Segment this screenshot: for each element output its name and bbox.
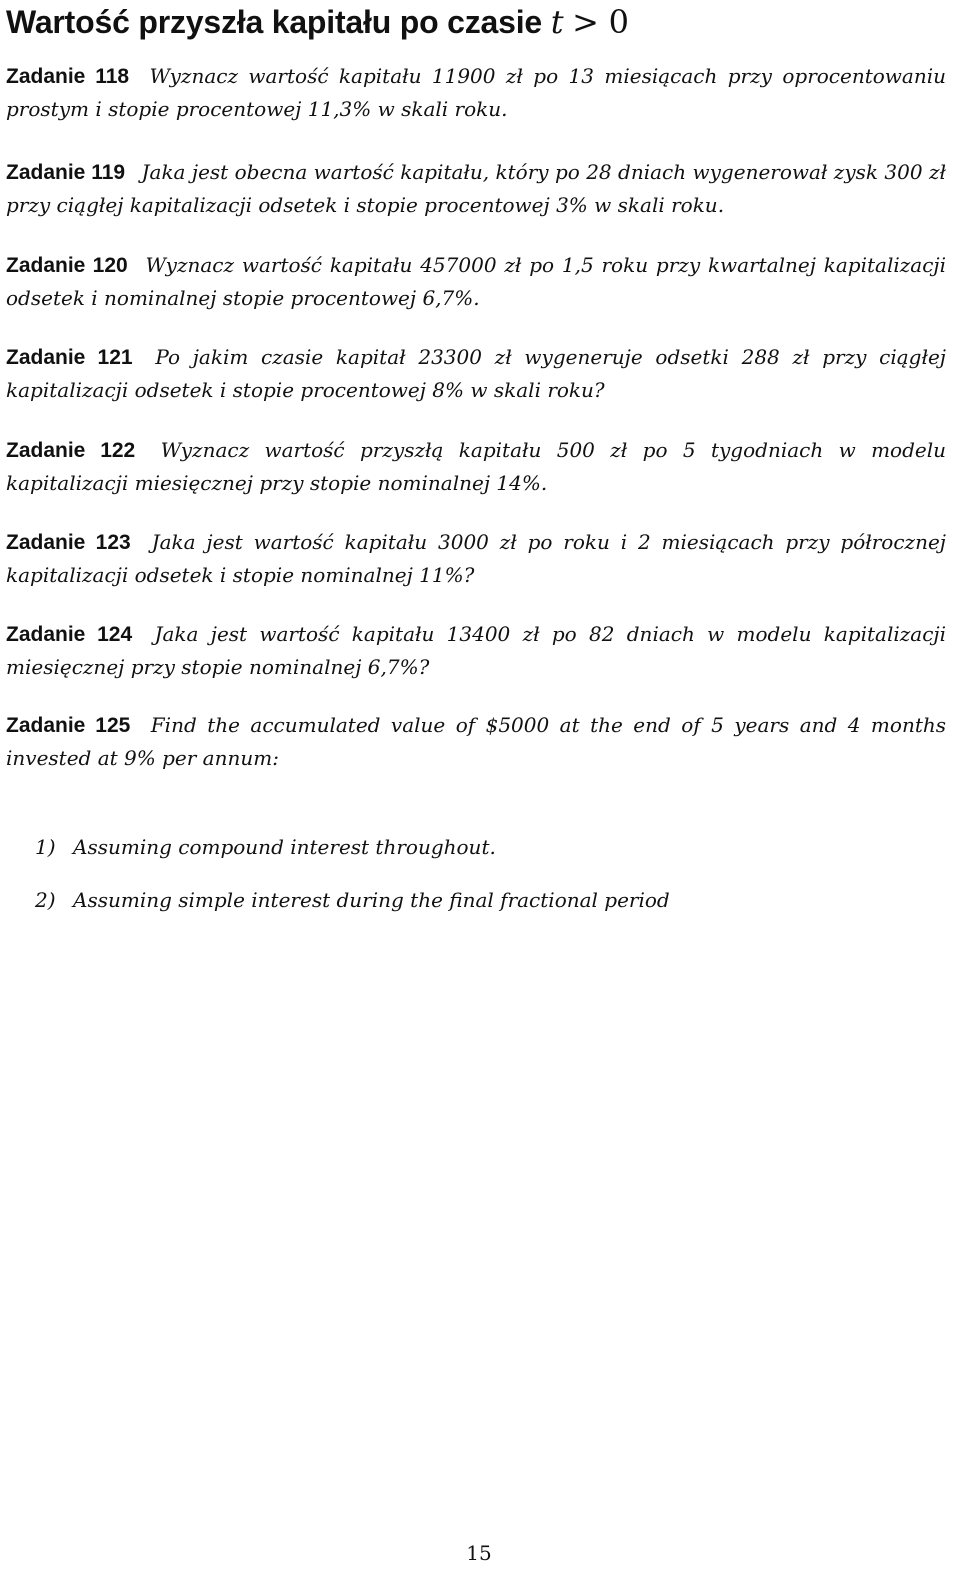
exercise-label: Zadanie 121 — [6, 346, 133, 369]
section-title-condition: > 0 — [572, 3, 629, 41]
exercise-label: Zadanie 124 — [6, 623, 133, 646]
exercise-text: Find the accumulated value of $5000 at the end of 5 years and 4 months invested at 9% per annum: — [6, 713, 947, 770]
list-item — [35, 888, 670, 912]
exercise-118 — [6, 60, 946, 125]
section-title — [6, 0, 952, 42]
page-number: 15 — [466, 1541, 492, 1565]
list-item — [35, 835, 496, 859]
section-title-text: Wartość przyszła kapitału po czasie — [6, 4, 543, 40]
exercise-text: Wyznacz wartość przyszłą kapitału 500 zł po 5 tygodniach w modelu kapitalizacji miesięcznej przy stopie nominalnej 14%. — [6, 438, 947, 495]
list-item-text: Assuming simple interest during the final fractional period — [73, 888, 670, 912]
exercise-text: Po jakim czasie kapitał 23300 zł wygeneruje odsetki 288 zł przy ciągłej kapitalizacji odsetek i stopie procentowej 8% w skali roku? — [6, 345, 947, 402]
exercise-text: Jaka jest obecna wartość kapitału, który po 28 dniach wygenerował zysk 300 zł przy ciągłej kapitalizacji odsetek i stopie procentowej 3% w skali roku. — [6, 160, 946, 217]
list-item-text: Assuming compound interest throughout. — [73, 835, 496, 859]
exercise-text: Jaka jest wartość kapitału 3000 zł po roku i 2 miesiącach przy półrocznej kapitalizacji odsetek i stopie nominalnej 11%? — [6, 530, 947, 587]
exercise-label: Zadanie 118 — [6, 65, 130, 88]
exercise-124 — [6, 618, 946, 683]
exercise-label: Zadanie 119 — [6, 161, 126, 184]
list-marker: 1) — [35, 835, 56, 859]
exercise-label: Zadanie 122 — [6, 439, 136, 462]
exercise-text: Wyznacz wartość kapitału 457000 zł po 1,5 roku przy kwartalnej kapitalizacji odsetek i nominalnej stopie procentowej 6,7%. — [6, 253, 947, 310]
exercise-123 — [6, 526, 946, 591]
document-page — [6, 0, 952, 1565]
exercise-121 — [6, 341, 946, 406]
exercise-label: Zadanie 123 — [6, 531, 131, 554]
exercise-label: Zadanie 120 — [6, 254, 128, 277]
section-title-variable: t — [550, 3, 564, 41]
exercise-122 — [6, 434, 946, 499]
exercise-120 — [6, 249, 946, 314]
list-marker: 2) — [35, 888, 56, 912]
exercise-125 — [6, 709, 946, 774]
exercise-text: Wyznacz wartość kapitału 11900 zł po 13 miesiącach przy oprocentowaniu prostym i stopie procentowej 11,3% w skali roku. — [6, 64, 946, 121]
exercise-119 — [6, 156, 946, 221]
exercise-label: Zadanie 125 — [6, 714, 131, 737]
exercise-text: Jaka jest wartość kapitału 13400 zł po 82 dniach w modelu kapitalizacji miesięcznej przy stopie nominalnej 6,7%? — [6, 622, 947, 679]
